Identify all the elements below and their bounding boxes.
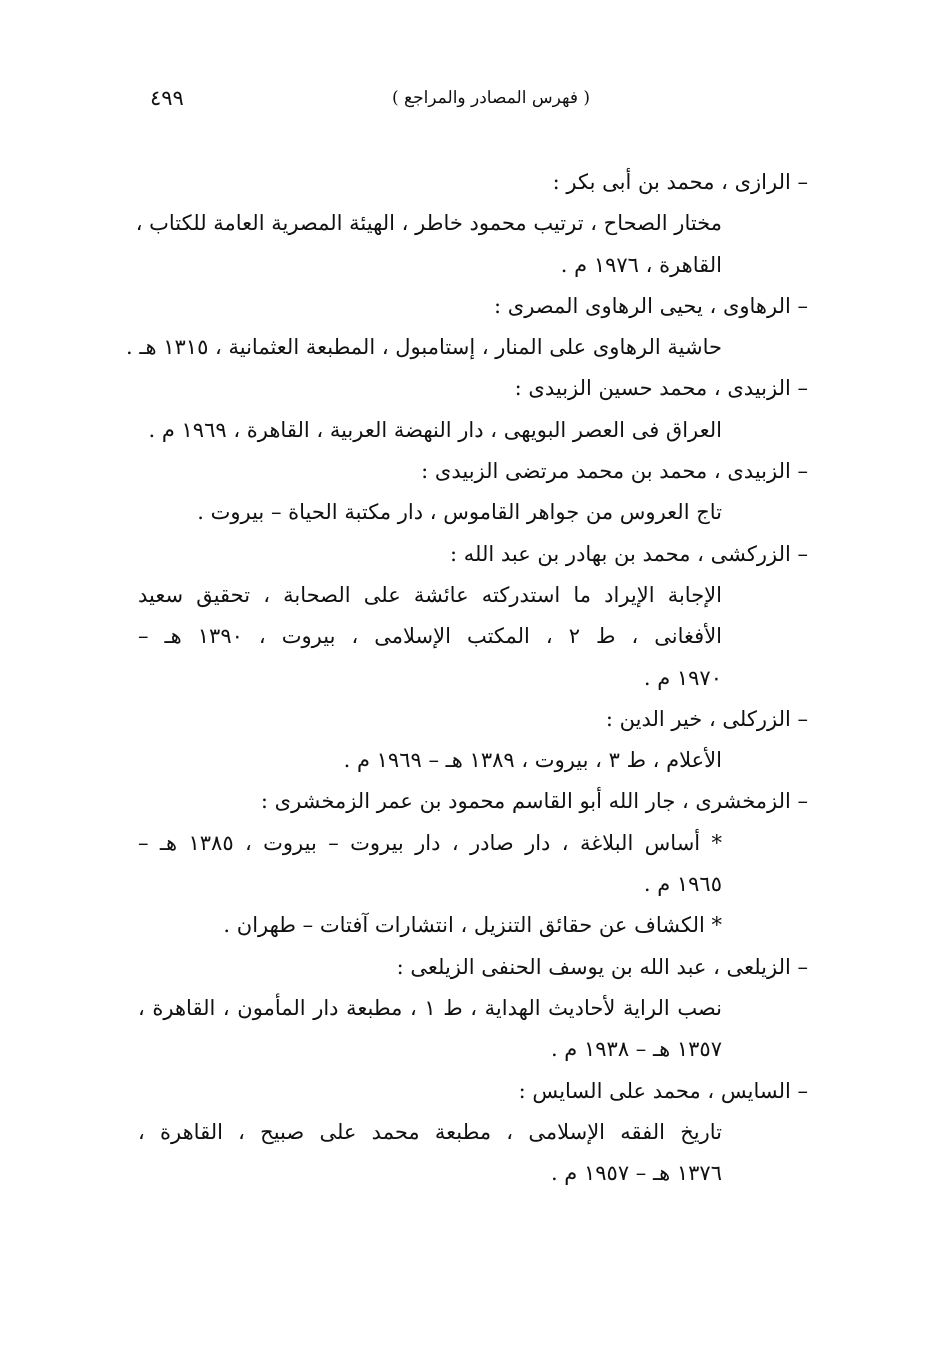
page-header [150, 86, 590, 118]
bibliography-entry-text: ١٩٦٥ م . [643, 872, 722, 897]
bibliography-entry-author: – الزبيدى ، محمد حسين الزبيدى : [514, 376, 808, 401]
bibliography-entry-author: – الزركشى ، محمد بن بهادر بن عبد الله : [449, 541, 808, 566]
bibliography-entry-text: القاهرة ، ١٩٧٦ م . [560, 252, 722, 277]
running-title: ( فهرس المصادر والمراجع ) [391, 88, 590, 108]
bibliography-entry-author: – الزمخشرى ، جار الله أبو القاسم محمود بن عمر الزمخشرى : [260, 789, 808, 814]
bibliography-entry-text: ١٣٥٧ هـ – ١٩٣٨ م . [550, 1037, 722, 1062]
bibliography-entry-text: تاريخ الفقه الإسلامى ، مطبعة محمد على صبيح ، القاهرة ، [138, 1119, 722, 1144]
bibliography-entry-text: تاج العروس من جواهر القاموس ، دار مكتبة الحياة – بيروت . [197, 500, 722, 525]
bibliography-entry-text: ١٣٧٦ هـ – ١٩٥٧ م . [550, 1161, 722, 1186]
bibliography-entry-text: الإجابة الإيراد ما استدركته عائشة على الصحابة ، تحقيق سعيد [138, 582, 722, 607]
bibliography-entry-author: – الرازى ، محمد بن أبى بكر : [552, 170, 808, 194]
bibliography-entry-text: نصب الراية لأحاديث الهداية ، ط ١ ، مطبعة دار المأمون ، القاهرة ، [138, 995, 722, 1020]
bibliography-entry-author: – الزبيدى ، محمد بن محمد مرتضى الزبيدى : [421, 459, 808, 484]
bibliography-entry-text: * أساس البلاغة ، دار صادر ، دار بيروت – بيروت ، ١٣٨٥ هـ – [138, 830, 722, 855]
bibliography-entry-text: الأفغانى ، ط ٢ ، المكتب الإسلامى ، بيروت ، ١٣٩٠ هـ – [138, 624, 723, 649]
bibliography-entry-text: الأعلام ، ط ٣ ، بيروت ، ١٣٨٩ هـ – ١٩٦٩ م . [343, 748, 722, 773]
bibliography-entry-text: مختار الصحاح ، ترتيب محمود خاطر ، الهيئة المصرية العامة للكتاب ، [135, 211, 722, 236]
bibliography-entry-text: حاشية الرهاوى على المنار ، إستامبول ، المطبعة العثمانية ، ١٣١٥ هـ . [125, 335, 722, 360]
bibliography-list [125, 162, 808, 1194]
page-number: ٤٩٩ [150, 86, 184, 110]
bibliography-entry-author: – الزركلى ، خير الدين : [605, 706, 808, 731]
bibliography-entry-author: – السايس ، محمد على السايس : [518, 1078, 808, 1103]
bibliography-entry-text: ١٩٧٠ م . [643, 665, 722, 690]
bibliography-entry-author: – الرهاوى ، يحيى الرهاوى المصرى : [494, 293, 808, 318]
bibliography-entry-text: العراق فى العصر البويهى ، دار النهضة العربية ، القاهرة ، ١٩٦٩ م . [148, 417, 722, 442]
bibliography-entry-text: * الكشاف عن حقائق التنزيل ، انتشارات آفتات – طهران . [223, 913, 722, 938]
bibliography-entry-author: – الزيلعى ، عبد الله بن يوسف الحنفى الزيلعى : [396, 954, 808, 979]
